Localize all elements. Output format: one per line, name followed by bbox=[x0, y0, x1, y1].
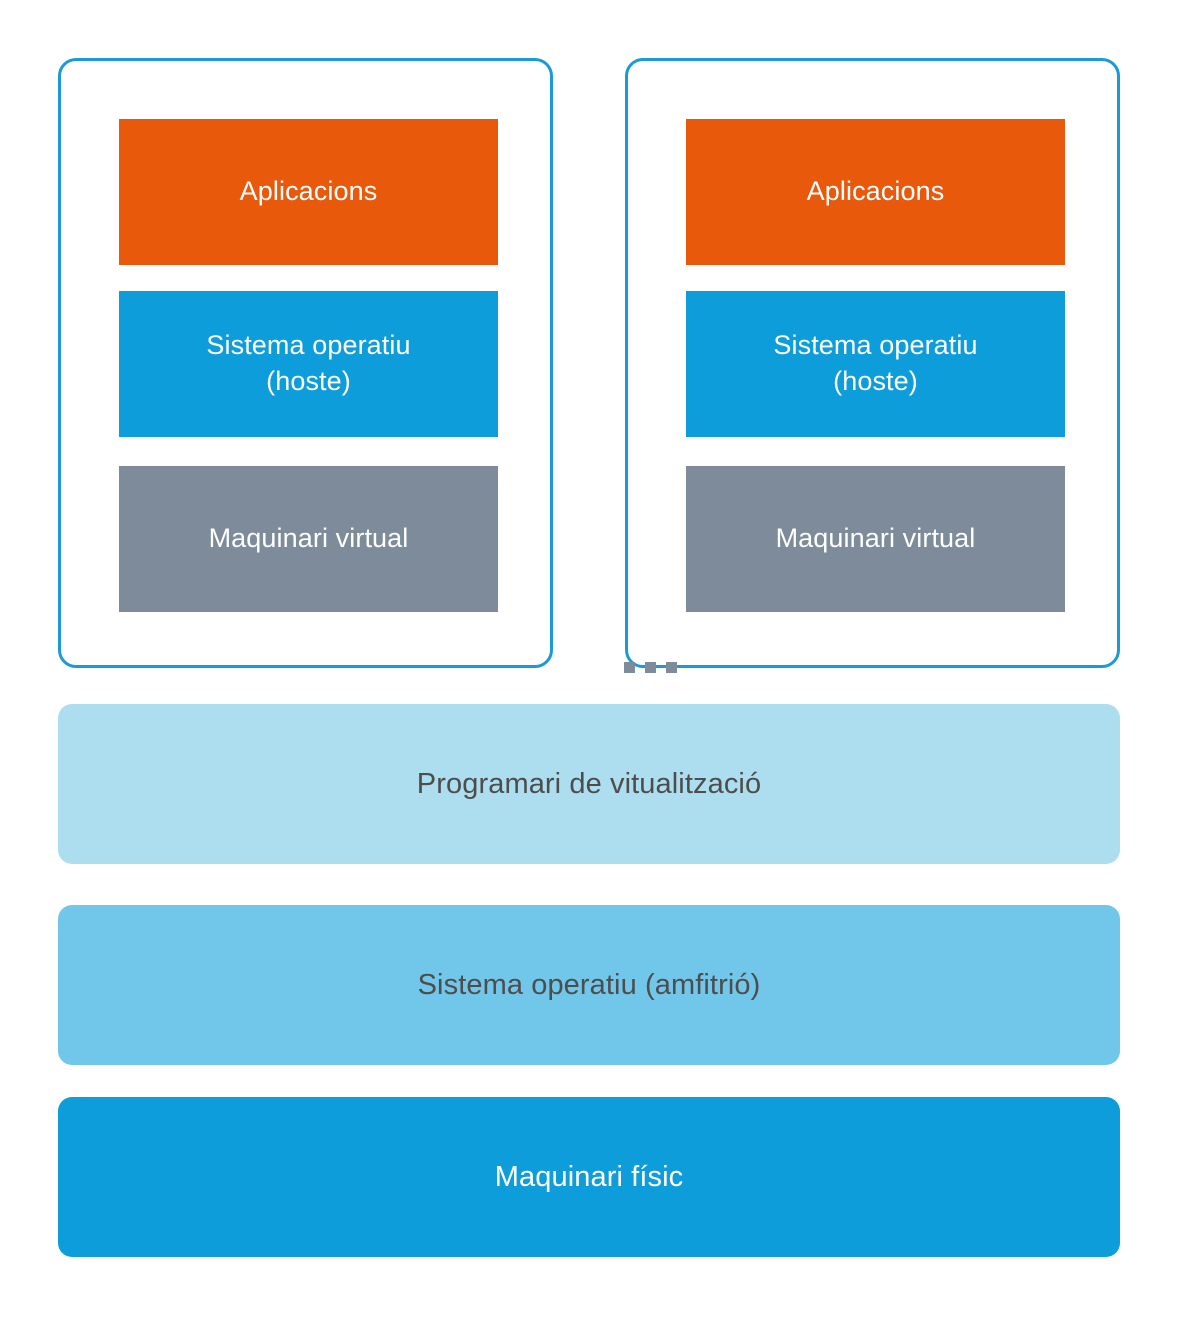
ellipsis-dot-2 bbox=[645, 662, 656, 673]
virtual-machine-box-2 bbox=[625, 58, 1120, 668]
vm1-guest-os-label bbox=[206, 328, 410, 399]
ellipsis-more-vms-icon bbox=[624, 659, 684, 675]
physical-hardware-label: Maquinari físic bbox=[494, 1160, 684, 1193]
vm1-guest-os-label-line2: (hoste) bbox=[266, 366, 351, 396]
vm1-applications-layer bbox=[119, 119, 498, 265]
vm2-virtual-hardware-layer bbox=[686, 466, 1065, 612]
vm1-guest-os-label-line1: Sistema operatiu bbox=[206, 330, 411, 361]
physical-hardware-bar bbox=[58, 1097, 1120, 1257]
vm2-virtual-hardware-label: Maquinari virtual bbox=[775, 523, 976, 554]
vm2-applications-label: Aplicacions bbox=[806, 176, 945, 207]
ellipsis-dot-3 bbox=[666, 662, 677, 673]
virtual-machine-box-1 bbox=[58, 58, 553, 668]
vm2-guest-os-layer bbox=[686, 291, 1065, 437]
vm1-virtual-hardware-label: Maquinari virtual bbox=[208, 523, 409, 554]
vm1-virtual-hardware-layer bbox=[119, 466, 498, 612]
ellipsis-dot-1 bbox=[624, 662, 635, 673]
host-operating-system-bar bbox=[58, 905, 1120, 1065]
virtualization-software-bar bbox=[58, 704, 1120, 864]
virtual-machines-row bbox=[58, 58, 1120, 670]
vm1-guest-os-layer bbox=[119, 291, 498, 437]
vm1-applications-label: Aplicacions bbox=[239, 176, 378, 207]
vm2-guest-os-label bbox=[773, 328, 977, 399]
vm2-guest-os-label-line2: (hoste) bbox=[833, 366, 918, 396]
vm2-guest-os-label-line1: Sistema operatiu bbox=[773, 330, 978, 361]
host-operating-system-label: Sistema operatiu (amfitrió) bbox=[417, 968, 761, 1001]
vm2-applications-layer bbox=[686, 119, 1065, 265]
virtualization-software-label: Programari de vitualització bbox=[416, 767, 762, 800]
